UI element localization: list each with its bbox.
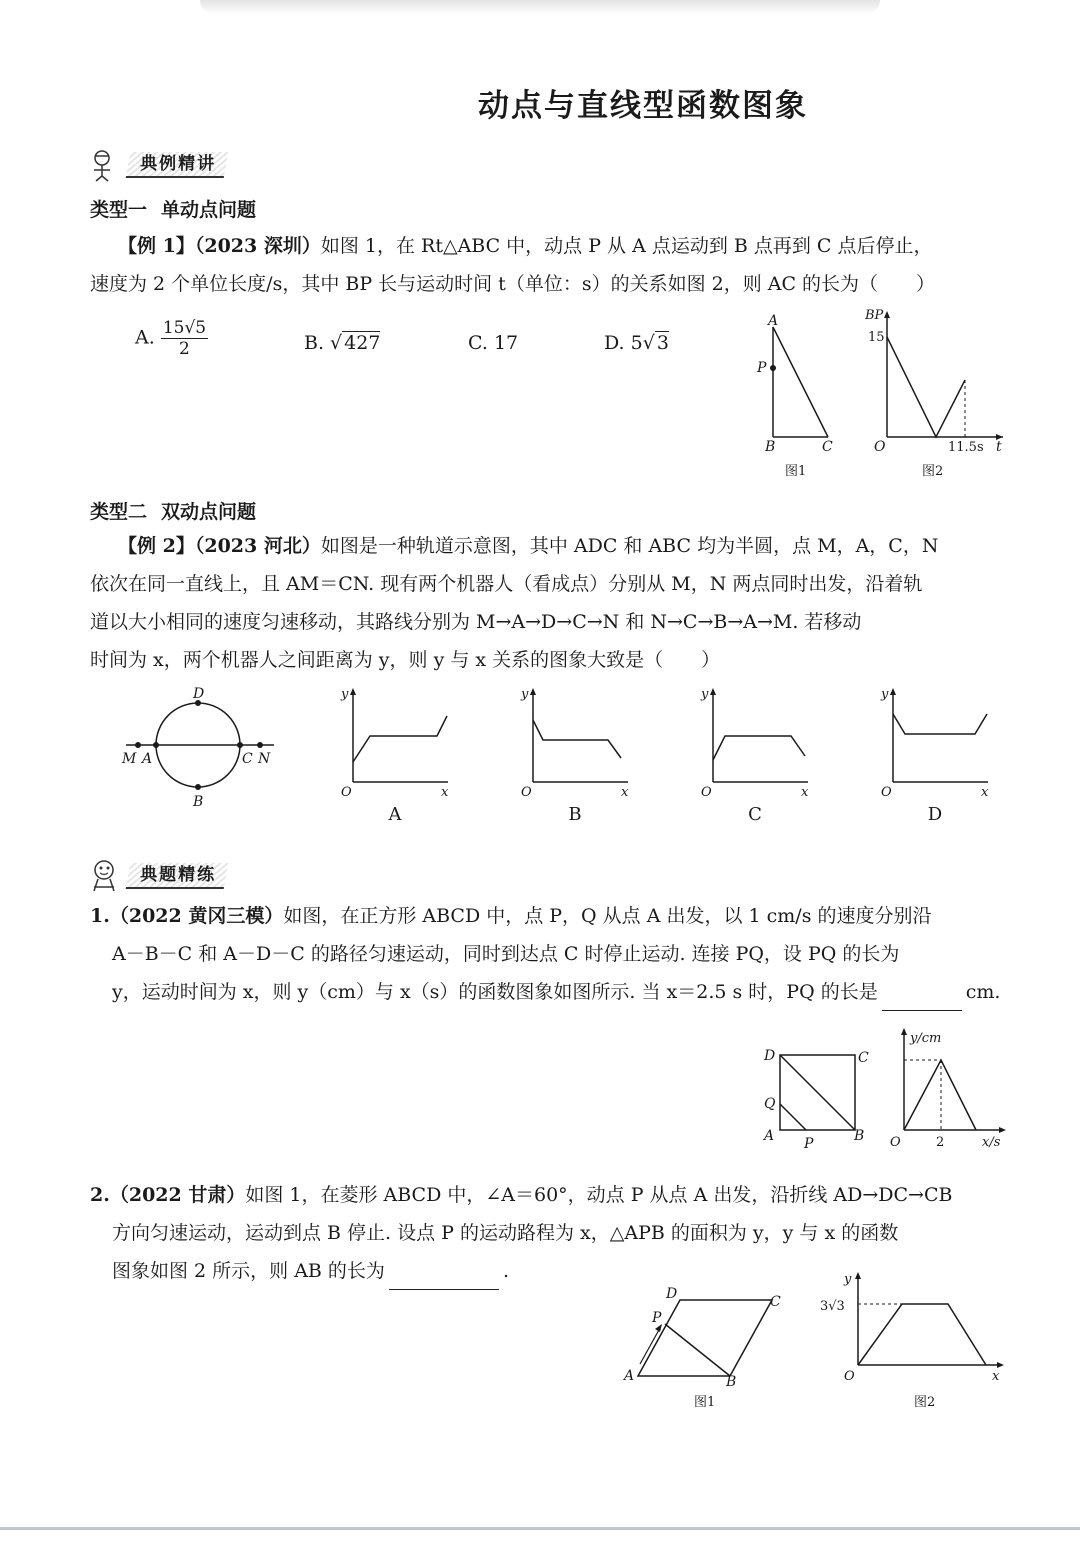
q1-square-figure xyxy=(756,1040,876,1152)
label-b: B xyxy=(765,439,776,455)
example2-text-4: 时间为 x，两个机器人之间距离为 y，则 y 与 x 关系的图象大致是（ ） xyxy=(90,649,721,671)
bottom-divider xyxy=(0,1527,1080,1530)
answer-blank-1[interactable] xyxy=(882,986,962,1011)
svg-text:A: A xyxy=(764,1128,775,1144)
y-label: BP xyxy=(865,308,884,323)
svg-text:O: O xyxy=(890,1135,901,1150)
svg-text:A: A xyxy=(142,751,153,767)
example1-figure2 xyxy=(858,305,1008,480)
svg-text:O: O xyxy=(844,1369,855,1384)
example2-text-3: 道以大小相同的速度匀速移动，其路线分别为 M→A→D→C→N 和 N→C→B→A→M. 若移动 xyxy=(90,611,862,633)
origin: O xyxy=(874,439,886,455)
svg-text:x: x xyxy=(621,785,629,800)
svg-text:P: P xyxy=(804,1136,814,1152)
svg-text:O: O xyxy=(881,785,892,800)
type1-heading: 类型一 单动点问题 xyxy=(90,199,257,221)
x-tick-11-5: 11.5s xyxy=(948,440,984,455)
track-diagram xyxy=(118,684,280,814)
label-a: A xyxy=(768,313,779,329)
svg-text:y: y xyxy=(881,687,889,702)
label-c: C xyxy=(822,439,833,455)
svg-text:D: D xyxy=(666,1286,678,1302)
svg-text:y/cm: y/cm xyxy=(910,1031,942,1046)
svg-text:y: y xyxy=(844,1272,852,1287)
svg-text:C: C xyxy=(770,1294,781,1310)
svg-text:B: B xyxy=(854,1128,865,1144)
svg-text:B: B xyxy=(726,1374,737,1390)
option-b: B. √ 427 xyxy=(304,332,381,354)
svg-text:O: O xyxy=(341,785,352,800)
svg-text:M: M xyxy=(122,751,137,767)
y-tick-15: 15 xyxy=(868,330,885,345)
example2-text-2: 依次在同一直线上，且 AM＝CN. 现有两个机器人（看成点）分别从 M，N 两点同时出发，沿着轨 xyxy=(90,573,923,595)
svg-text:C: C xyxy=(242,751,253,767)
x-label: t xyxy=(996,439,1002,455)
graph-label-b: B xyxy=(568,804,582,825)
example1-text-2: 速度为 2 个单位长度/s，其中 BP 长与运动时间 t（单位：s）的关系如图 2，则 AC 的长为（ ） xyxy=(90,273,936,295)
example1-figure1 xyxy=(740,305,850,480)
top-shadow xyxy=(200,0,880,14)
q2-rhombus-figure xyxy=(620,1284,795,1414)
svg-text:y: y xyxy=(521,687,529,702)
option-c: C. 17 xyxy=(468,332,519,354)
svg-text:y: y xyxy=(341,687,349,702)
svg-text:y: y xyxy=(701,687,709,702)
section-banner-examples xyxy=(88,146,248,182)
graph-option-a xyxy=(333,684,453,802)
svg-text:D: D xyxy=(193,686,205,702)
mascot-icon xyxy=(88,857,128,893)
svg-text:3√3: 3√3 xyxy=(820,1299,845,1314)
mascot-icon xyxy=(88,146,128,182)
graph-label-c: C xyxy=(748,804,762,825)
svg-text:图2: 图2 xyxy=(914,1395,936,1410)
svg-text:2: 2 xyxy=(936,1135,945,1150)
svg-text:Q: Q xyxy=(764,1096,776,1112)
svg-text:x: x xyxy=(981,785,989,800)
caption: 图1 xyxy=(785,464,807,479)
svg-text:B: B xyxy=(193,794,204,810)
type2-heading: 类型二 双动点问题 xyxy=(90,501,257,523)
banner-label: 典例精讲 xyxy=(140,154,217,174)
svg-text:x: x xyxy=(801,785,809,800)
example2-text: 【例 2】（2023 河北）如图是一种轨道示意图，其中 ADC 和 ABC 均为半圆，点 M，A，C，N xyxy=(118,535,939,557)
svg-text:x/s: x/s xyxy=(982,1135,1001,1150)
page-title: 动点与直线型函数图象 xyxy=(478,88,808,124)
section-banner-practice xyxy=(88,857,248,893)
graph-option-d xyxy=(873,684,993,802)
graph-option-b xyxy=(513,684,633,802)
graph-option-c xyxy=(693,684,813,802)
svg-text:x: x xyxy=(441,785,449,800)
svg-text:N: N xyxy=(258,751,271,767)
graph-label-d: D xyxy=(927,804,943,825)
caption: 图2 xyxy=(922,464,944,479)
svg-text:P: P xyxy=(652,1310,662,1326)
label-p: P xyxy=(757,360,767,376)
banner-label: 典题精练 xyxy=(140,865,217,885)
svg-text:D: D xyxy=(764,1048,776,1064)
question-1: 1.（2022 黄冈三模）如图，在正方形 ABCD 中，点 P，Q 从点 A 出发，以 1 cm/s 的速度分别沿 A－B－C 和 A－D－C 的路径匀速运动，同时到达点 C 时停止运动. 连接 PQ，设 PQ 的长为 y，运动时间为 x，则 y（cm）与 x（s）的函数图象如图所示. 当 x＝2.5 s 时，PQ 的长是 cm. xyxy=(90,897,1008,1011)
option-a: A. $\frac{15√5}{2}$ xyxy=(135,318,207,359)
option-d: D. 5√ 3 xyxy=(604,332,669,354)
point-p xyxy=(770,365,776,371)
svg-text:O: O xyxy=(521,785,532,800)
q1-graph xyxy=(884,1024,1010,1152)
svg-text:图1: 图1 xyxy=(694,1395,716,1410)
svg-text:x: x xyxy=(992,1369,1000,1384)
example1-text: 【例 1】（2023 深圳）如图 1，在 Rt△ABC 中，动点 P 从 A 点运动到 B 点再到 C 点后停止， xyxy=(118,235,933,257)
graph-label-a: A xyxy=(388,804,402,825)
svg-text:O: O xyxy=(701,785,712,800)
q2-graph-figure xyxy=(818,1266,1008,1414)
question-2: 2.（2022 甘肃）如图 1，在菱形 ABCD 中，∠A＝60°，动点 P 从点 A 出发，沿折线 AD→DC→CB 方向匀速运动，运动到点 B 停止. 设点 P 的运动路程为 x，△APB 的面积为 y，y 与 x 的函数 图象如图 2 所示，则 AB 的长为 . xyxy=(90,1176,1008,1290)
svg-text:A: A xyxy=(624,1368,635,1384)
svg-text:C: C xyxy=(858,1050,869,1066)
answer-blank-2[interactable] xyxy=(389,1265,499,1290)
